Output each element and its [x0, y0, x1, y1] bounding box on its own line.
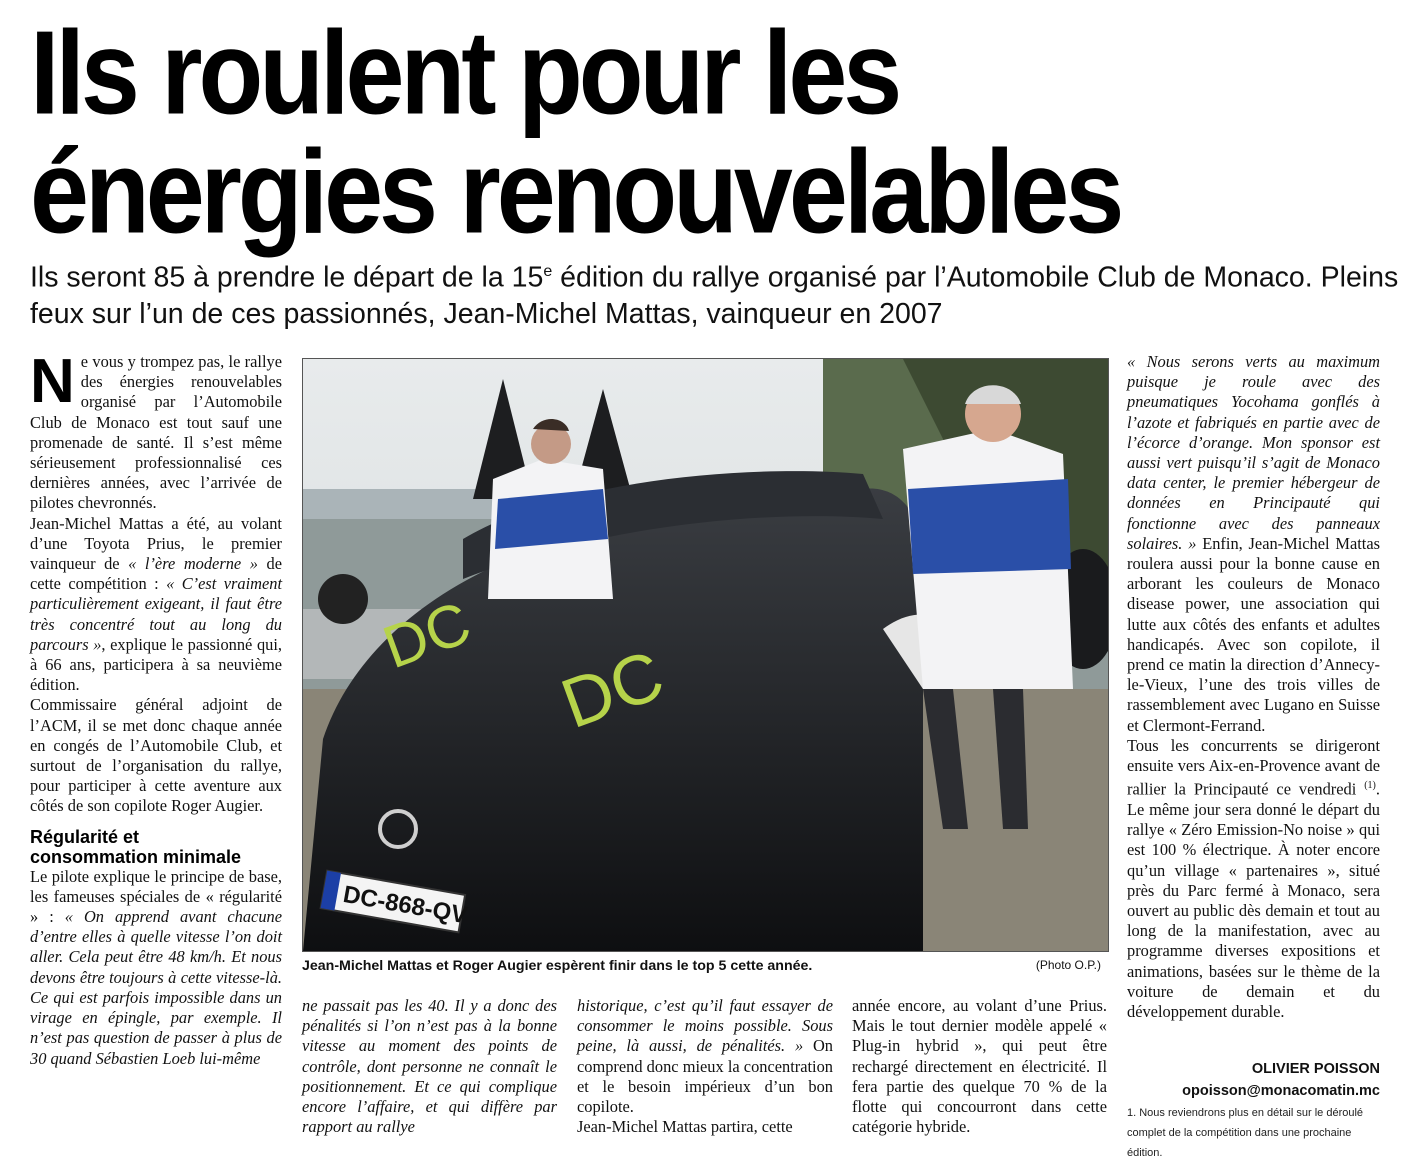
paragraph: année encore, au volant d’une Prius. Mais le tout dernier modèle appelé « Plug-in hybrid », qui peut être rechargé directement en électricité. Il fera partie des quelque 70 % de la flotte qui concourront dans cette catégorie hybride. — [852, 996, 1107, 1137]
footnote: 1. Nous reviendrons plus en détail sur le déroulé complet de la compétition dans une prochaine édition. — [1127, 1107, 1364, 1159]
text-run: . Le même jour sera donné le départ du rallye « Zéro Emission-No noise » qui est 100 % électrique. À noter encore qu’un village « partenaires », situé près du Parc fermé à Monaco, sera ouvert au public dès demain et tout au long de la manifestation, avec au programme diverses expositions et animations, basées sur le thème de la voiture de demain et du développement durable. — [1127, 779, 1380, 1021]
byline — [1182, 1058, 1380, 1102]
paragraph — [1127, 352, 1380, 736]
lead-paragraph — [30, 347, 282, 514]
footnote-ref: (1) — [1364, 780, 1376, 792]
article-column-3 — [577, 996, 833, 1137]
drop-cap: N — [30, 347, 75, 416]
photo-credit: (Photo O.P.) — [1035, 958, 1101, 972]
quote-run: « C’est vraiment particulièrement exigeant, il faut être très concentré tout au long du parcours » — [30, 574, 282, 654]
text-run: de cette compétition : — [30, 554, 282, 594]
photo-illustration — [303, 359, 1108, 951]
article-column-4 — [852, 996, 1107, 1137]
article-column-2 — [302, 996, 557, 1137]
paragraph: Jean-Michel Mattas partira, cette — [577, 1117, 793, 1137]
quote-run: ne passait pas les 40. Il y a donc des pénalités si l’on n’est pas à la bonne vitesse au moment des points de contrôle, dont personne ne connaît le positionnement. Et ce qui complique encore l’affaire, et qui diffère par rapport au rallye — [302, 996, 557, 1137]
text-run: Enfin, Jean-Michel Mattas roulera aussi pour la bonne cause en arborant les couleurs de Monaco disease power, une association qui lutte aux côtés des enfants et adultes handicapés. Avec son copilote, il prend ce matin la direction d’Annecy-le-Vieux, l’une des trois villes de rassemblement avec Lugano en Suisse et Clermont-Ferrand. — [1127, 533, 1380, 735]
paragraph — [30, 867, 282, 1069]
subhead-part-2: édition du rallye organisé par l’Automobile Club de Monaco. Pleins feux sur l’un de ces passionnés, Jean-Michel Mattas, vainqueur en 2007 — [30, 261, 1399, 330]
article-photo — [302, 358, 1109, 952]
subheadline — [30, 254, 1405, 332]
caption-text: Jean-Michel Mattas et Roger Augier espèrent finir dans le top 5 cette année. — [302, 958, 813, 974]
text-run: Le pilote explique le principe de base, les fameuses spéciales de « régularité » : — [30, 866, 282, 927]
svg-text:DC: DC — [551, 635, 674, 744]
license-plate: DC-868-QV — [341, 880, 470, 930]
crosshead-line-1: Régularité et — [30, 826, 140, 847]
article-column-1 — [30, 347, 282, 1069]
text-run: Tous les concurrents se dirigeront ensuite vers Aix-en-Provence avant de rallier la Principauté ce vendredi — [1127, 735, 1380, 799]
paragraph: Commissaire général adjoint de l’ACM, il se met donc chaque année en congés de l’Automobile Club, et surtout de l’organisation du rallye, pour participer à cette aventure aux côtés de son copilote Roger Augier. — [30, 695, 282, 816]
subhead-superscript: e — [543, 263, 553, 280]
author-name: OLIVIER POISSON — [1251, 1061, 1380, 1077]
photo-caption — [302, 957, 1107, 975]
car-logo-text: DC — [374, 588, 479, 682]
quote-run: historique, c’est qu’il faut essayer de consommer le moins possible. Sous peine, là aussi, de pénalités. » — [577, 996, 833, 1056]
text-run: On comprend donc mieux la concentration et le besoin impérieux d’un bon copilote. — [577, 1036, 833, 1117]
subhead-part-1: Ils seront 85 à prendre le départ de la 15 — [30, 261, 544, 294]
headline — [30, 7, 1400, 259]
quote-run: « On apprend avant chacune d’entre elles à quelle vitesse l’on doit aller. Cela peut être 48 km/h. Et nous devons être toujours à cette vitesse-là. Ce qui est parfois impossible dans un virage en épingle, par exemple. Il n’est pas question de passer à plus de 30 quand Sébastien Loeb lui-même — [30, 907, 282, 1068]
text-run: Jean-Michel Mattas a été, au volant d’une Toyota Prius, le premier vainqueur de — [30, 513, 282, 574]
quote-run: « l’ère moderne » — [128, 554, 258, 574]
headline-line-1: Ils roulent pour les — [30, 7, 899, 140]
text-run: , explique le passionné qui, à 66 ans, participera à sa neuvième édition. — [30, 634, 282, 695]
quote-run: « Nous serons verts au maximum puisque je roule avec des pneumatiques Yocohama gonflés à l’azote et fabriqués en partie avec de l’écorce d’orange. Mon sponsor est aussi vert puisqu’il s’agit de Monaco data center, le premier hébergeur de données en Principauté qui fonctionne avec des panneaux solaires. » — [1127, 352, 1380, 553]
crosshead — [30, 827, 282, 867]
paragraph — [30, 514, 282, 696]
paragraph — [302, 996, 557, 1137]
author-email[interactable]: opoisson@monacomatin.mc — [1182, 1083, 1380, 1099]
paragraph — [577, 996, 833, 1117]
article-column-5 — [1127, 352, 1380, 1022]
lead-text: e vous y trompez pas, le rallye des énergies renouvelables organisé par l’Automobile Club de Monaco est tout sauf une promenade de santé. Il s’est même sérieusement professionnalisé ces dernières années, avec l’arrivée de pilotes chevronnés. — [30, 352, 282, 513]
headline-line-2: énergies renouvelables — [30, 126, 1121, 259]
paragraph — [1127, 736, 1380, 1022]
crosshead-line-2: consommation minimale — [30, 846, 242, 867]
